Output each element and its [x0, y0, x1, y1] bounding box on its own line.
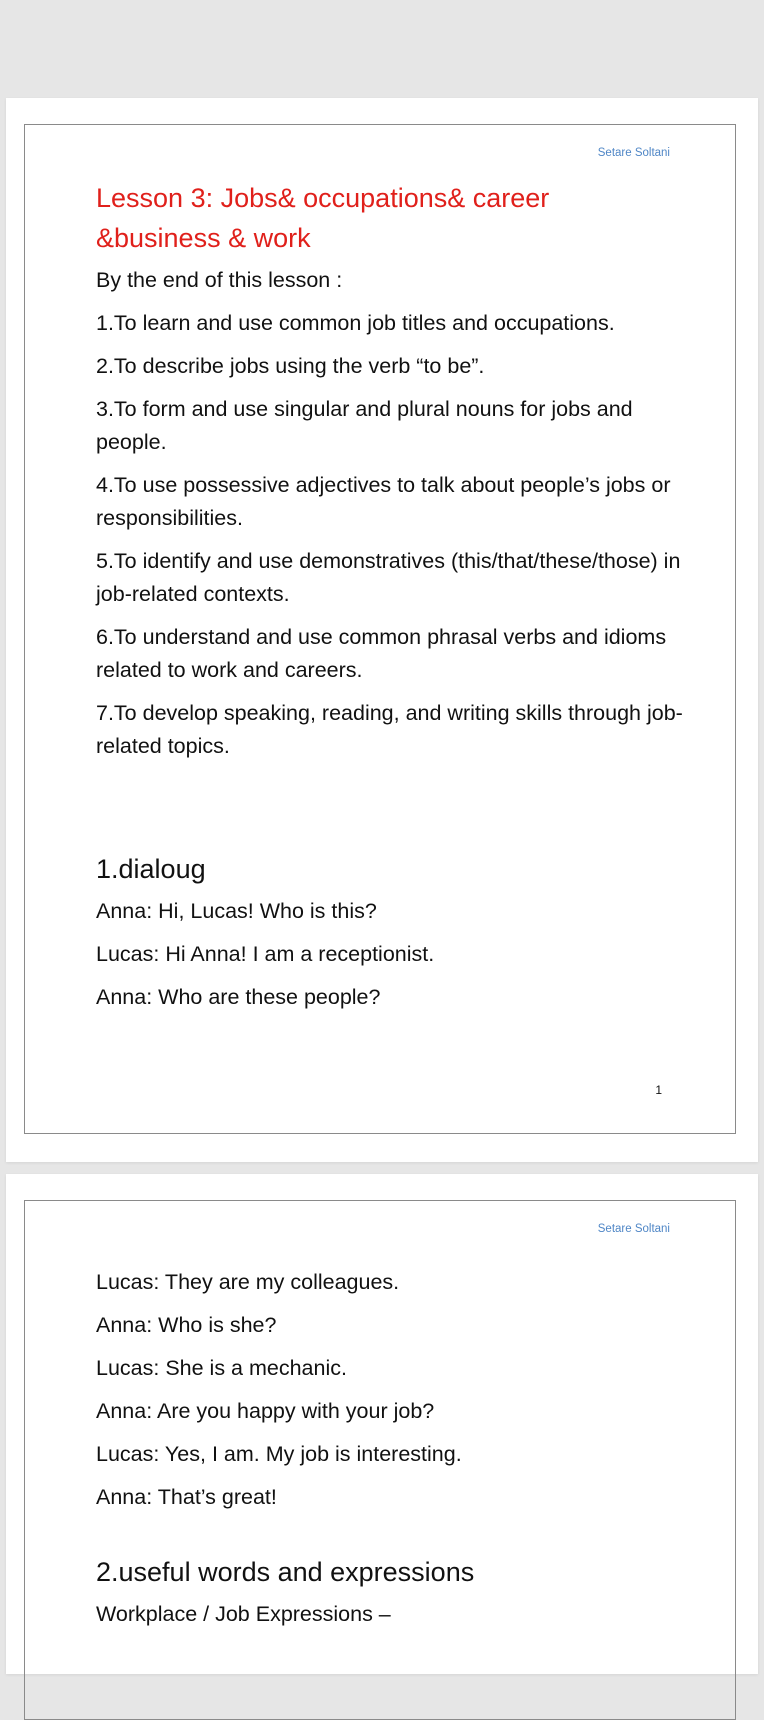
section-heading-useful-words: 2.useful words and expressions	[96, 1557, 475, 1587]
header-author-name: Setare Soltani	[597, 1223, 670, 1235]
objective-item: 7.To develop speaking, reading, and writing skills through job-related topics.	[96, 701, 683, 758]
dialogue-line: Anna: Are you happy with your job?	[96, 1399, 435, 1423]
header-author-name: Setare Soltani	[597, 147, 670, 159]
document-page-1	[6, 98, 758, 1162]
dialogue-line: Anna: That’s great!	[96, 1485, 277, 1509]
lesson-title-line-1: Lesson 3: Jobs& occupations& career	[96, 183, 550, 213]
dialogue-line: Anna: Who is she?	[96, 1313, 277, 1337]
dialogue-line: Anna: Hi, Lucas! Who is this?	[96, 899, 377, 923]
objective-item: 5.To identify and use demonstratives (this/that/these/those) in job-related contexts.	[96, 549, 681, 606]
subheading-workplace-expressions: Workplace / Job Expressions –	[96, 1602, 391, 1626]
objective-item: 2.To describe jobs using the verb “to be”.	[96, 354, 485, 378]
page-2-content	[96, 1266, 696, 1641]
objective-item: 1.To learn and use common job titles and occupations.	[96, 311, 615, 335]
page-1-content	[96, 178, 696, 1024]
dialogue-line: Lucas: They are my colleagues.	[96, 1270, 400, 1294]
document-page-2	[6, 1174, 758, 1674]
dialogue-line: Anna: Who are these people?	[96, 985, 381, 1009]
dialogue-line: Lucas: Hi Anna! I am a receptionist.	[96, 942, 435, 966]
objective-item: 4.To use possessive adjectives to talk about people’s jobs or responsibilities.	[96, 473, 671, 530]
section-heading-dialogue: 1.dialoug	[96, 854, 206, 884]
objective-item: 6.To understand and use common phrasal verbs and idioms related to work and careers.	[96, 625, 667, 682]
objective-item: 3.To form and use singular and plural nouns for jobs and people.	[96, 397, 633, 454]
lesson-title	[96, 178, 696, 258]
page-number: 1	[655, 1083, 662, 1097]
dialogue-line: Lucas: She is a mechanic.	[96, 1356, 347, 1380]
dialogue-line: Lucas: Yes, I am. My job is interesting.	[96, 1442, 462, 1466]
lesson-title-line-2: &business & work	[96, 223, 311, 253]
objectives-intro: By the end of this lesson :	[96, 268, 343, 292]
